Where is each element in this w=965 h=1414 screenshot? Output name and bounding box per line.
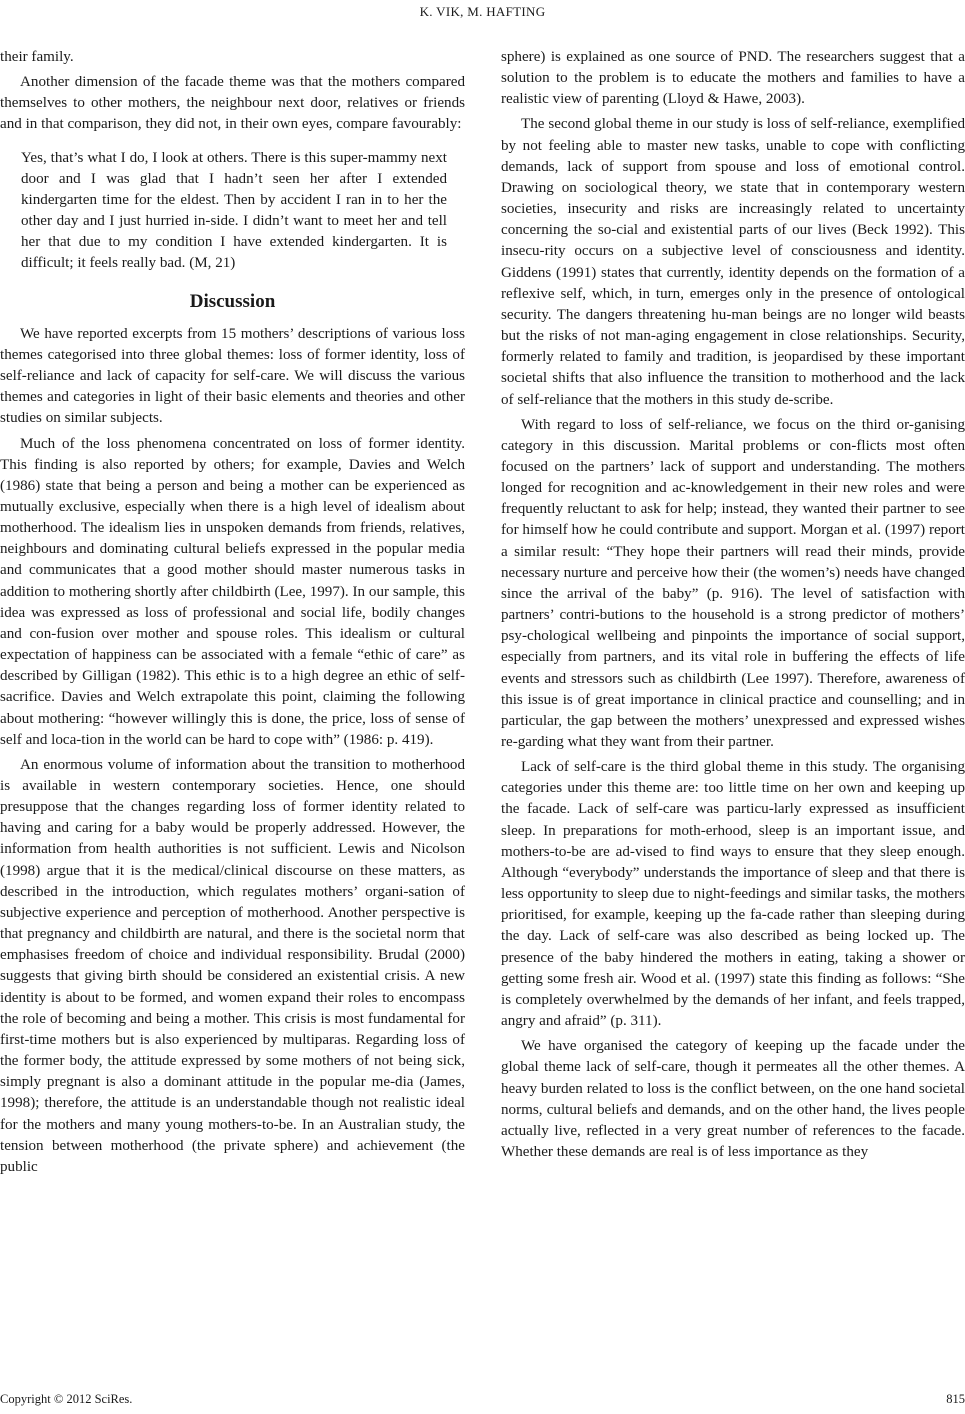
paragraph: We have organised the category of keeping up the facade under the global theme lack of self-care, though it permeates all the other themes. A heavy burden related to loss is the conflict between, on the one hand societal norms, cultural beliefs and demands, and on the other hand, the lives people actually live, reflected in a very great number of references to the facade. Whether these demands are real is of less importance as they (501, 1038, 965, 1160)
paragraph: their family. (0, 49, 74, 65)
copyright-notice: Copyright © 2012 SciRes. (0, 1392, 133, 1406)
paragraph: Much of the loss phenomena concentrated on loss of former identity. This finding is also reported by others; for example, Davies and Welch (1986) state that being a person and being a mother can be experienced as mutually exclusive, especially when there is a high level of idealism about motherhood. The idealism lies in unspoken demands from friends, relatives, neighbours and dominating cultural beliefs expressed in the popular media and communicates that a good mother should master numerous tasks in addition to mothering shortly after childbirth (Lee, 1997). In our sample, this idea was expressed as loss of professional and social life, bodily changes and con-fusion over mother and spouse roles. This idealism or cultural expectation of happiness can be associated with a female “ethic of care” as described by Gilligan (1982). This ethic is to a high degree an ethic of self-sacrifice. Davies and Welch extrapolate this point, claiming the following about mothering: “however willingly this is done, the price, loss of sense of self and loca-tion in the world can be hard to cope with” (1986: p. 419). (0, 435, 465, 748)
paragraph: Another dimension of the facade theme was that the mothers compared themselves to other mothers, the neighbour next door, relatives or friends and in that comparison, they did not, in their own eyes, compare favourably: (0, 74, 465, 133)
left-column (0, 47, 465, 1178)
paragraph: sphere) is explained as one source of PND. The researchers suggest that a solution to the problem is to educate the mothers and families to have a realistic view of parenting (Lloyd & Hawe, 2003). (501, 49, 965, 108)
block-quote: Yes, that’s what I do, I look at others. There is this super-mammy next door and I was glad that I hadn’t seen her after I extended kindergarten time for the eldest. Then by accident I ran in to her the other day and I just hurried in-side. I didn’t want to meet her and tell her that due to my condition I have extended kindergarten. It is difficult; it feels really bad. (M, 21) (21, 149, 447, 272)
paragraph: With regard to loss of self-reliance, we focus on the third or-ganising category in this discussion. Marital problems or con-flicts most often focused on the partners’ lack of support and understanding. The mothers longed for recognition and ac-knowledgement in their new roles and were frequently reluctant to ask for help; instead, they wanted their partner to see for himself how he could contribute and support. Morgan et al. (1997) report a similar result: “They hope their partners will read their minds, provide necessary nurture and perceive how their (the women’s) needs have changed since the arrival of the baby” (p. 916). The level of satisfaction with partners’ contri-butions to the household is a strong predictor of mothers’ psy-chological wellbeing and pinpoints the importance of social support, especially from partners, and its vital role in buffering the effects of life events and stressors such as childbirth (Lee 1997). Therefore, awareness of this issue is of great importance in clinical practice and counselling; and in particular, the gap between the mothers’ unexpressed and expressed wishes re-garding what they want from their partner. (501, 416, 965, 750)
running-head: K. VIK, M. HAFTING (419, 4, 546, 19)
paragraph: The second global theme in our study is loss of self-reliance, exemplified by not feeling able to master new tasks, unable to cope with conflicting demands, lack of support from spouse and loss of emotional control. Drawing on sociological theory, we state that in contemporary western societies, insecurity and risks are increasingly related to uncertainty concerning the so-cial and existential parts of our lives (Beck 1992). This insecu-rity occurs on a subjective level of consciousness and identity. Giddens (1991) states that currently, identity depends on the formation of a reflexive self, which, in turn, emerges only in the presence of ontological security. The dangers threatening hu-man beings are no longer wild beasts but the risks of not man-aging engagement in close relationships. Security, formerly related to family and tradition, is jeopardised by these important societal shifts that also influence the transition to motherhood and the lack of self-reliance that the mothers in this study de-scribe. (501, 116, 965, 408)
paragraph: Lack of self-care is the third global theme in this study. The organising categories under this theme are: too little time on her own and keeping up the facade. Lack of self-care was particu-larly expressed as insufficient sleep. In preparations for moth-erhood, sleep is an important issue, and mothers-to-be are ad-vised to find ways to ensure that they sleep enough. Although “everybody” understands the importance of sleep and that there is less opportunity to sleep due to night-feedings and similar tasks, the mothers prioritised, for example, keeping up the fa-cade rather than sleeping during the day. Lack of self-care was also described as being locked up. The presence of the baby hindered the mothers in eating, taking a shower or getting some fresh air. Wood et al. (1997) state this finding as follows: “She is completely overwhelmed by the demands of her infant, and feels trapped, angry and afraid” (p. 311). (501, 759, 965, 1030)
section-heading: Discussion (189, 290, 276, 312)
paragraph: We have reported excerpts from 15 mothers’ descriptions of various loss themes categorised into three global themes: loss of former identity, loss of self-reliance and lack of capacity for self-care. We will discuss the various themes and categories in light of their basic elements and theories and other studies on similar subjects. (0, 325, 465, 427)
page-number: 815 (946, 1392, 965, 1406)
right-column (501, 47, 965, 1163)
paragraph: An enormous volume of information about the transition to motherhood is available in western contemporary societies. Hence, one should presuppose that the changes regarding loss of former identity related to having and caring for a baby would be properly addressed. However, the information from health authorities is not sufficient. Lewis and Nicolson (1998) argue that it is the medical/clinical discourse on these matters, as described in the introduction, which regulates mothers’ organi-sation of subjective experience and perception of motherhood. Another perspective is that pregnancy and childbirth are natural, and there is the societal norm that emphasises freedom of choice and individual responsibility. Brudal (2000) suggests that giving birth should be considered an existential crisis. A new identity is about to be formed, and women expand their roles to encompass the role of becoming and being a mother. This crisis is most fundamental for first-time mothers but is also experienced by multiparas. Regarding loss of the former body, the attitude expressed by some mothers of not being sick, simply pregnant is also a dominant attitude in the popular me-dia (James, 1998); therefore, the attitude is an understandable though not realistic ideal for the mothers and many young mothers-to-be. In an Australian study, the tension between motherhood (the private sphere) and achievement (the public (0, 756, 465, 1175)
